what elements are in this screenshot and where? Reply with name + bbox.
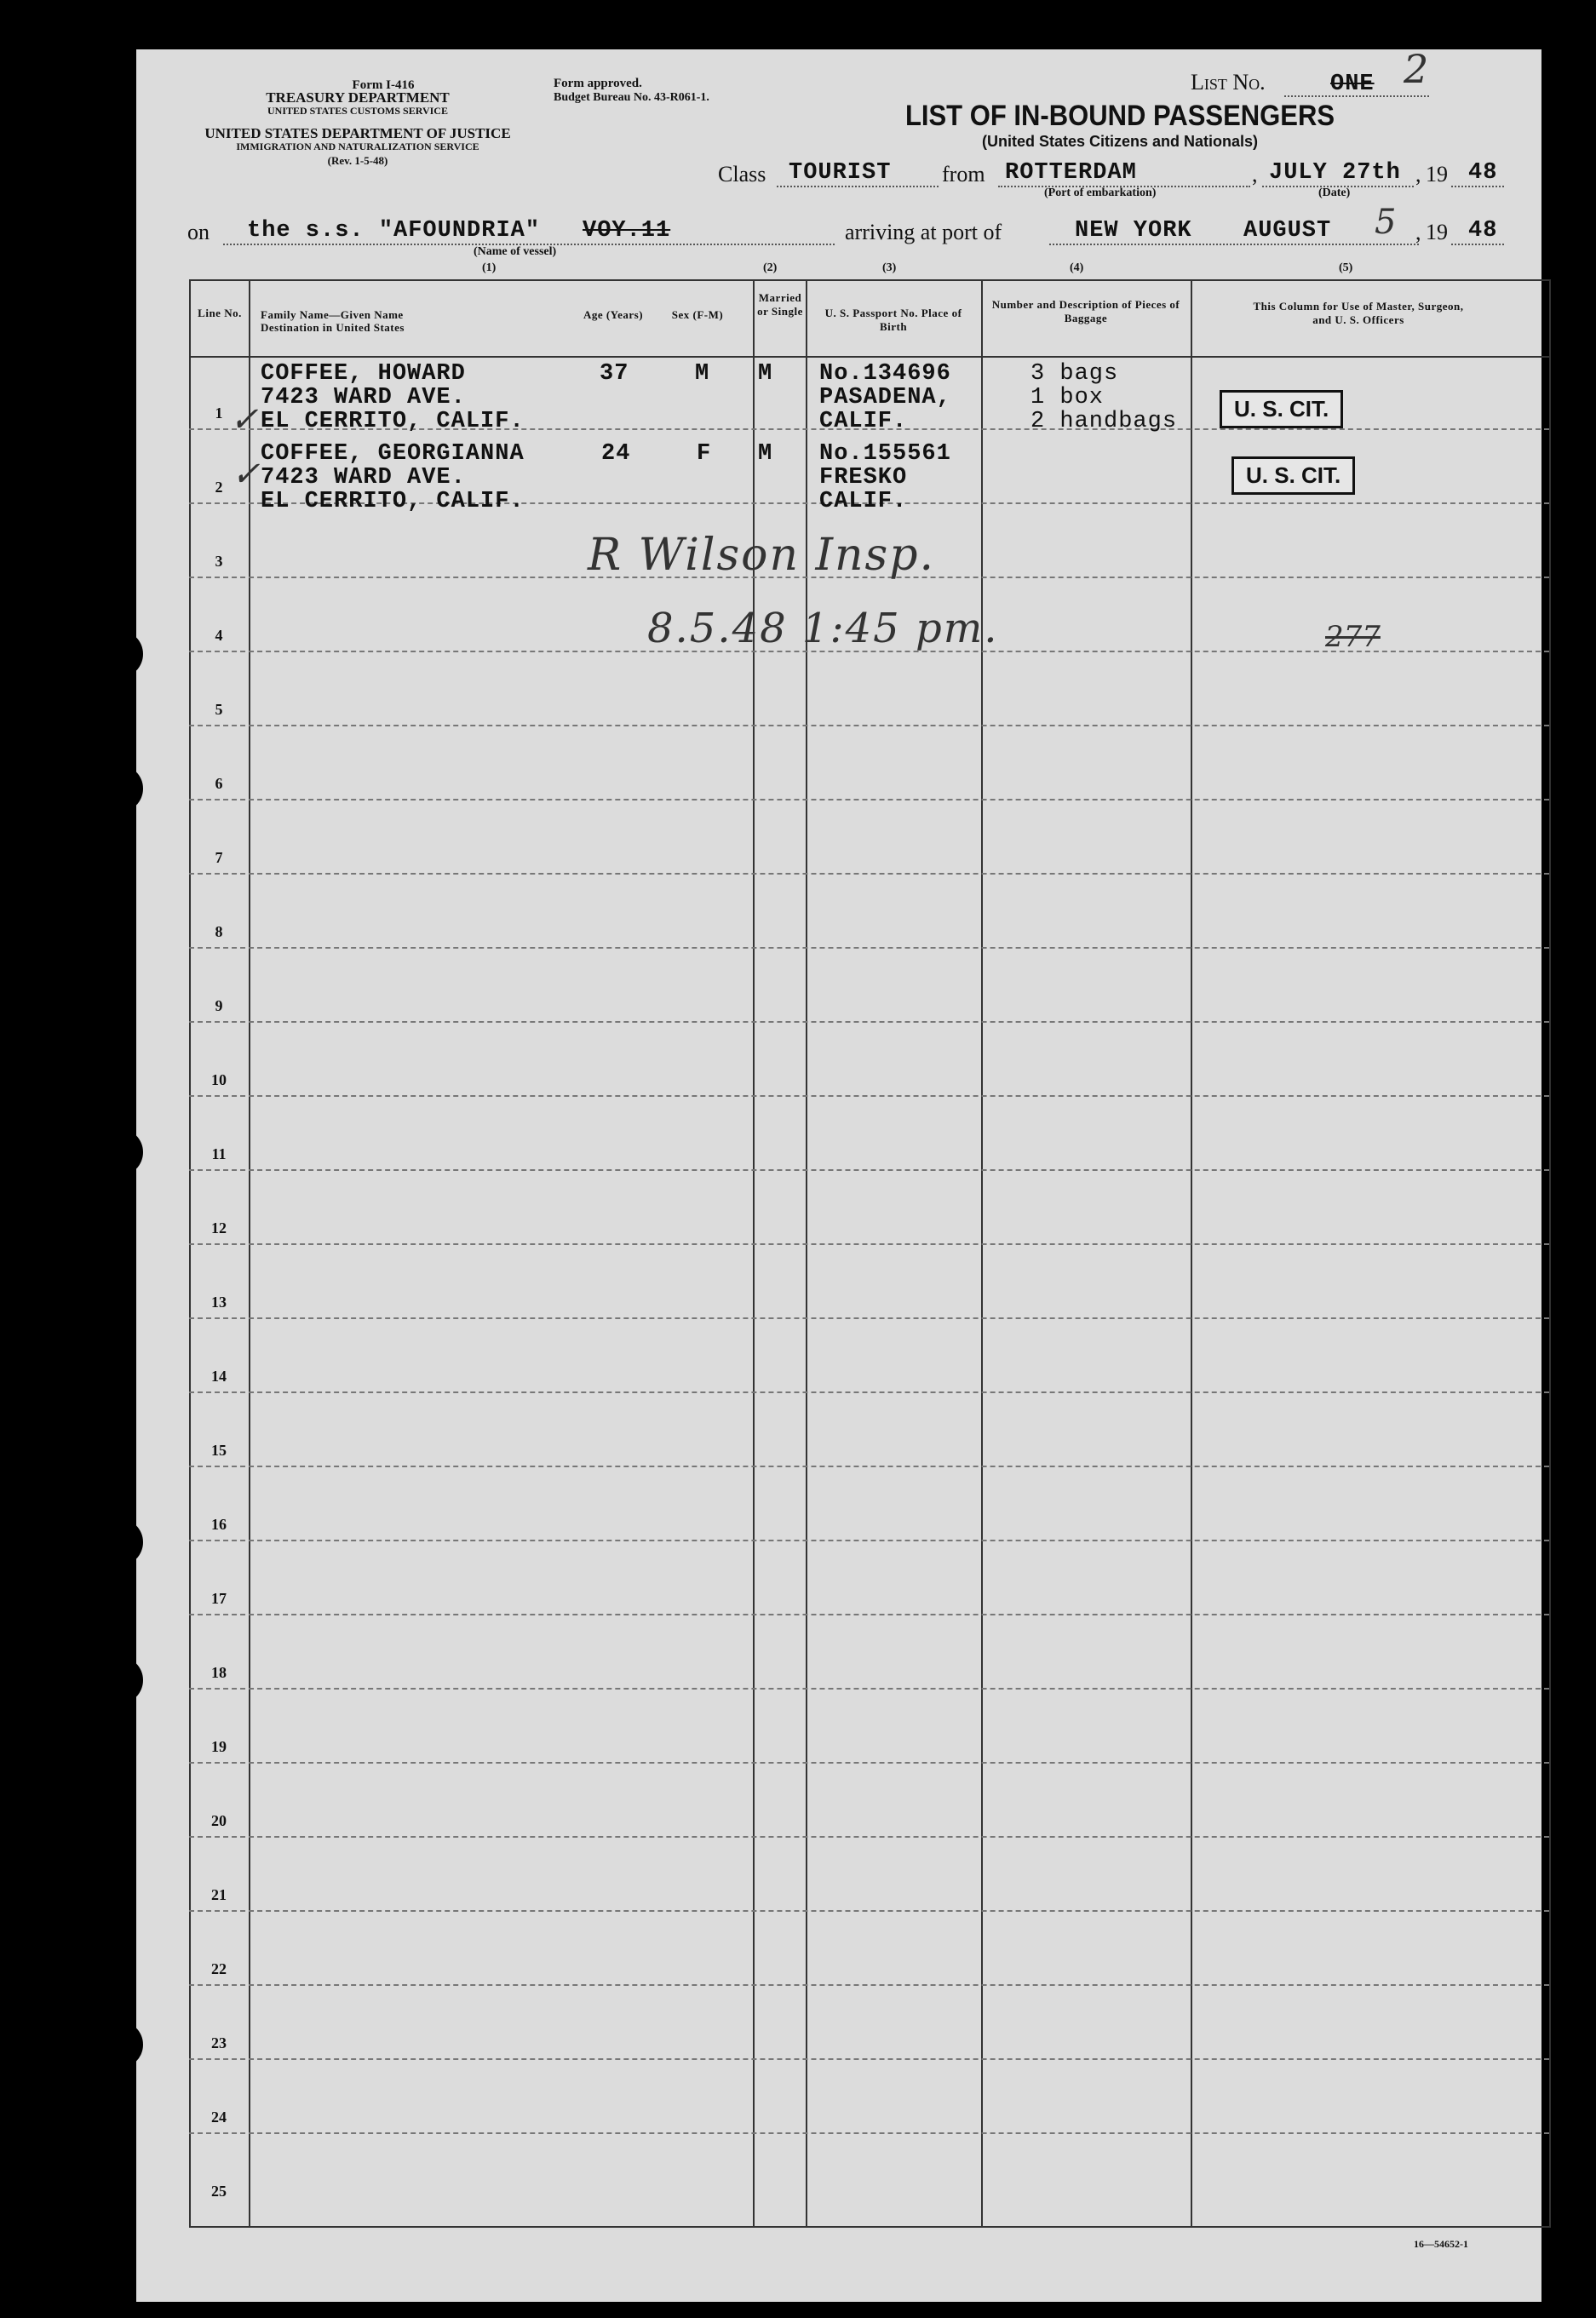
passenger-city: EL CERRITO, CALIF. [261, 409, 525, 434]
birth-state: CALIF. [819, 409, 908, 434]
header-officers: This Column for Use of Master, Surgeon, and U. S. Officers [1253, 300, 1464, 326]
page-title: LIST OF IN-BOUND PASSENGERS [904, 99, 1335, 132]
line-number: 4 [215, 627, 223, 644]
birth-city: FRESKO [819, 465, 908, 491]
from-label: from [942, 162, 985, 186]
passenger-age: 37 [600, 361, 629, 387]
passport-no: No.155561 [819, 441, 951, 467]
row-rule [189, 1243, 1549, 1245]
line-number: 16 [211, 1516, 227, 1533]
passenger-street: 7423 WARD AVE. [261, 465, 466, 491]
date-caption: (Date) [1318, 186, 1351, 199]
arrival-day: 5 [1375, 203, 1397, 242]
punch-hole [95, 1656, 143, 1704]
punch-hole [95, 630, 143, 678]
row-rule [189, 1317, 1549, 1319]
row-rule [189, 1984, 1549, 1986]
vessel-caption: (Name of vessel) [474, 245, 557, 258]
list-no-struck: ONE [1330, 72, 1375, 97]
col-num-5: (5) [1339, 261, 1353, 274]
row-rule [189, 799, 1549, 800]
departure-year: 48 [1468, 160, 1498, 186]
vessel-name: the s.s. "AFOUNDRIA" [247, 218, 541, 244]
line-number: 17 [211, 1590, 227, 1607]
passenger-name: COFFEE, HOWARD [261, 361, 466, 387]
line-number: 25 [211, 2183, 227, 2200]
line-number: 11 [211, 1145, 227, 1162]
row-rule [189, 1169, 1549, 1171]
header-family-name: Family Name—Given Name [261, 308, 404, 321]
row-rule [189, 1095, 1549, 1097]
line-number: 9 [215, 997, 223, 1014]
line-number: 15 [211, 1442, 227, 1459]
passenger-sex: M [695, 361, 710, 387]
row-rule [189, 2058, 1549, 2060]
col-num-3: (3) [882, 261, 897, 274]
line-number: 2 [215, 479, 223, 496]
treasury-dept: TREASURY DEPARTMENT [266, 89, 450, 106]
line-number: 1 [215, 405, 223, 422]
line-number: 14 [211, 1368, 227, 1385]
passenger-name: COFFEE, GEORGIANNA [261, 441, 525, 467]
line-number: 24 [211, 2109, 227, 2126]
class-value: TOURIST [789, 160, 892, 186]
passenger-married: M [758, 441, 773, 467]
immigration-service: IMMIGRATION AND NATURALIZATION SERVICE [236, 141, 479, 152]
arrival-year-prefix: 19 [1426, 220, 1448, 244]
col-num-2: (2) [763, 261, 778, 274]
line-number: 23 [211, 2034, 227, 2051]
birth-state: CALIF. [819, 489, 908, 514]
header-passport: U. S. Passport No. Place of Birth [824, 307, 962, 333]
row-rule [189, 1021, 1549, 1023]
passenger-age: 24 [601, 441, 631, 467]
inspection-timestamp: 8.5.48 1:45 pm. [647, 605, 999, 652]
tally-number: 277 [1325, 620, 1381, 654]
header-age: Age (Years) [583, 308, 644, 321]
row-rule [189, 1688, 1549, 1690]
birth-city: PASADENA, [819, 385, 951, 410]
form-approved: Form approved. [554, 77, 642, 90]
list-no-value: 2 [1404, 46, 1429, 92]
row-rule [189, 1910, 1549, 1912]
port-of-embarkation: ROTTERDAM [1005, 160, 1137, 186]
revision: (Rev. 1-5-48) [327, 154, 388, 167]
year-prefix: 19 [1426, 162, 1448, 186]
port-caption: (Port of embarkation) [1044, 186, 1157, 199]
line-number: 22 [211, 1960, 227, 1977]
us-citizen-stamp: U. S. CIT. [1231, 456, 1355, 495]
line-number: 3 [215, 553, 223, 570]
col-num-1: (1) [482, 261, 497, 274]
punch-hole [95, 765, 143, 812]
inspector-signature: R Wilson Insp. [588, 530, 936, 581]
header-married: Married or Single [757, 291, 803, 318]
col-num-4: (4) [1070, 261, 1084, 274]
arrival-month: AUGUST [1243, 218, 1332, 244]
arriving-label: arriving at port of [845, 220, 1002, 244]
row-rule [189, 1540, 1549, 1541]
vessel-struck: VOY.11 [583, 218, 671, 244]
baggage-line: 3 bags [1031, 361, 1119, 387]
form-number: Form I-416 [352, 78, 415, 92]
row-rule [189, 947, 1549, 949]
page-subtitle: (United States Citizens and Nationals) [981, 133, 1259, 150]
customs-service: UNITED STATES CUSTOMS SERVICE [267, 105, 448, 117]
justice-dept: UNITED STATES DEPARTMENT OF JUSTICE [204, 125, 511, 141]
line-number: 7 [215, 849, 223, 866]
header-sex: Sex (F-M) [671, 308, 724, 321]
row-rule [189, 725, 1549, 726]
footer-code: 16—54652-1 [1414, 2238, 1468, 2250]
passenger-city: EL CERRITO, CALIF. [261, 489, 525, 514]
passenger-married: M [758, 361, 773, 387]
header-line-no: Line No. [198, 307, 242, 319]
header-baggage: Number and Description of Pieces of Baggage [991, 298, 1180, 324]
list-no-label: List No. [1191, 70, 1266, 95]
punch-hole [95, 1518, 143, 1566]
line-number: 19 [211, 1738, 227, 1755]
arrival-port: NEW YORK [1075, 218, 1192, 244]
baggage-line: 2 handbags [1031, 409, 1178, 434]
line-number: 6 [215, 775, 223, 792]
line-number: 10 [211, 1071, 227, 1088]
line-number: 8 [215, 923, 223, 940]
line-number: 18 [211, 1664, 227, 1681]
on-label: on [187, 220, 210, 244]
budget-bureau: Budget Bureau No. 43-R061-1. [554, 91, 709, 104]
us-citizen-stamp: U. S. CIT. [1220, 390, 1343, 428]
row-rule [189, 2132, 1549, 2134]
row-rule [189, 1762, 1549, 1764]
row-rule [189, 873, 1549, 875]
check-mark: ✓ [230, 400, 259, 439]
punch-hole [95, 2021, 143, 2068]
passenger-street: 7423 WARD AVE. [261, 385, 466, 410]
line-number: 12 [211, 1219, 227, 1236]
row-rule [189, 1391, 1549, 1393]
line-number: 21 [211, 1886, 227, 1903]
line-number: 13 [211, 1294, 227, 1311]
check-mark: ✓ [232, 455, 261, 494]
baggage-line: 1 box [1031, 385, 1105, 410]
row-rule [189, 1614, 1549, 1615]
departure-date: JULY 27th [1269, 160, 1401, 186]
row-rule [189, 1836, 1549, 1838]
class-label: Class [718, 162, 766, 186]
header-destination: Destination in United States [261, 321, 405, 334]
row-rule [189, 1466, 1549, 1467]
line-number: 5 [215, 701, 223, 718]
passport-no: No.134696 [819, 361, 951, 387]
arrival-year: 48 [1468, 218, 1498, 244]
passenger-sex: F [697, 441, 712, 467]
punch-hole [95, 1128, 143, 1176]
line-number: 20 [211, 1812, 227, 1829]
